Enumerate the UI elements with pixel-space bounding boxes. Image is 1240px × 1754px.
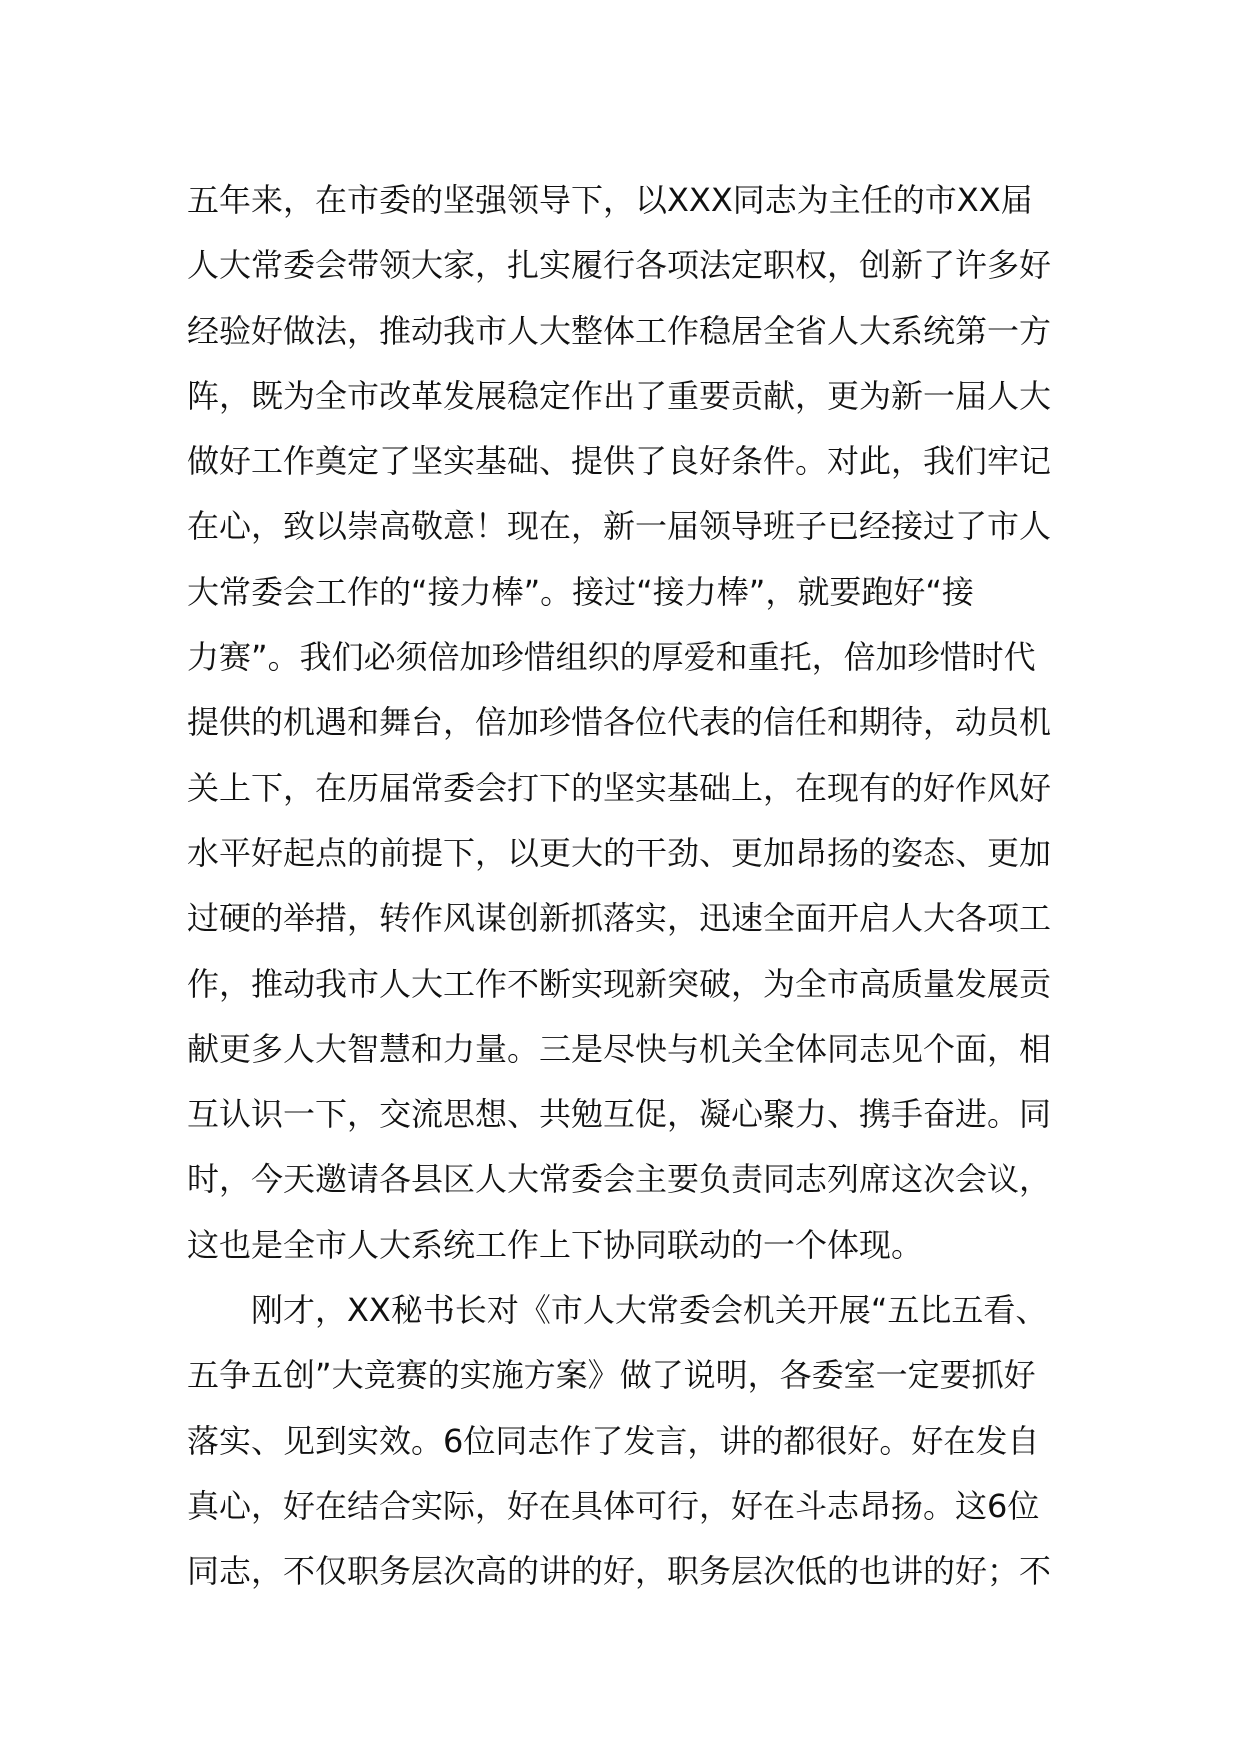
text-line: 经验好做法，推动我市人大整体工作稳居全省人大系统第一方 [187, 311, 1052, 350]
text-line: 这也是全市人大系统工作上下协同联动的一个体现。 [187, 1225, 924, 1264]
paragraph-start-line: 刚才，XX秘书长对《市人大常委会机关开展“五比五看、 [251, 1291, 1048, 1330]
text-line: 五年来，在市委的坚强领导下，以XXX同志为主任的市XX届 [187, 181, 1033, 219]
text-line: 做好工作奠定了坚实基础、提供了良好条件。对此，我们牢记 [187, 442, 1052, 481]
text-line: 真心，好在结合实际，好在具体可行，好在斗志昂扬。这6位 [187, 1486, 1040, 1525]
text-line: 时，今天邀请各县区人大常委会主要负责同志列席这次会议， [187, 1160, 1052, 1199]
text-line: 水平好起点的前提下，以更大的干劲、更加昂扬的姿态、更加 [187, 833, 1052, 872]
text-line: 人大常委会带领大家，扎实履行各项法定职权，创新了许多好 [187, 246, 1052, 285]
text-line: 关上下，在历届常委会打下的坚实基础上，在现有的好作风好 [187, 768, 1052, 807]
body-text [187, 168, 1067, 1605]
text-line: 互认识一下，交流思想、共勉互促，凝心聚力、携手奋进。同 [187, 1095, 1052, 1134]
text-line: 五争五创”大竞赛的实施方案》做了说明，各委室一定要抓好 [187, 1356, 1036, 1395]
text-line: 作，推动我市人大工作不断实现新突破，为全市高质量发展贡 [187, 964, 1052, 1003]
text-line: 阵，既为全市改革发展稳定作出了重要贡献，更为新一届人大 [187, 376, 1052, 415]
text-line: 提供的机遇和舞台，倍加珍惜各位代表的信任和期待，动员机 [187, 703, 1052, 742]
text-line: 献更多人大智慧和力量。三是尽快与机关全体同志见个面，相 [187, 1029, 1052, 1068]
text-line: 同志，不仅职务层次高的讲的好，职务层次低的也讲的好；不 [187, 1552, 1052, 1591]
text-line: 落实、见到实效。6位同志作了发言，讲的都很好。好在发自 [187, 1421, 1040, 1460]
text-line: 大常委会工作的“接力棒”。接过“接力棒”，就要跑好“接 [187, 572, 974, 611]
text-line: 力赛”。我们必须倍加珍惜组织的厚爱和重托，倍加珍惜时代 [187, 638, 1036, 677]
text-line: 在心，致以崇高敬意！现在，新一届领导班子已经接过了市人 [187, 507, 1052, 546]
text-line: 过硬的举措，转作风谋创新抓落实，迅速全面开启人大各项工 [187, 899, 1052, 938]
